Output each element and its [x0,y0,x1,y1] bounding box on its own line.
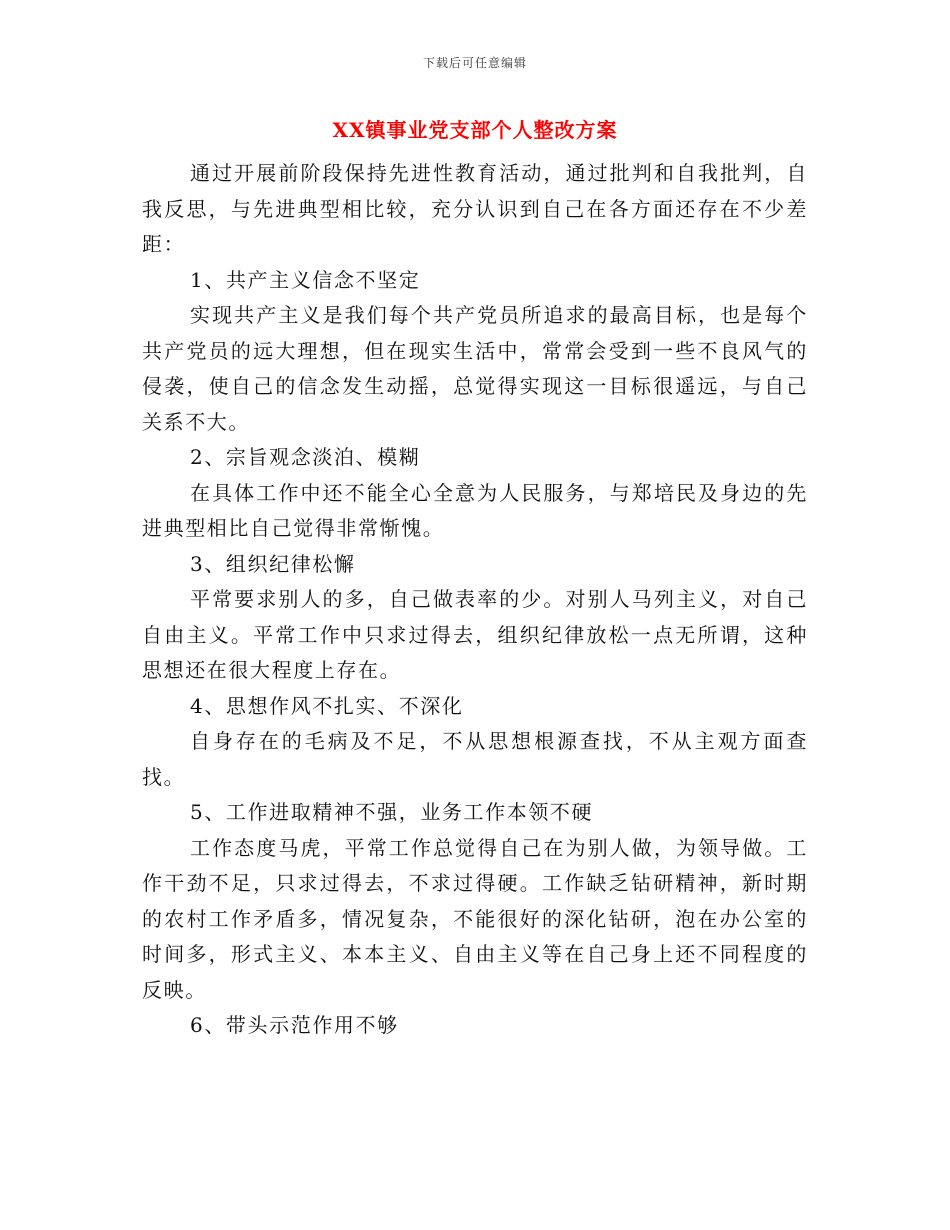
paragraph-intro: 通过开展前阶段保持先进性教育活动，通过批判和自我批判，自我反思，与先进典型相比较，充分认识到自己在各方面还存在不少差距： [142,161,808,256]
heading-5: 5、工作进取精神不强，业务工作本领不硬 [190,800,594,824]
heading-4: 4、思想作风不扎实、不深化 [190,693,464,718]
paragraph-4: 自身存在的毛病及不足，不从思想根源查找，不从主观方面查找。 [142,729,808,789]
document-title: XX镇事业党支部个人整改方案 [332,118,618,142]
heading-1: 1、共产主义信念不坚定 [190,267,421,292]
heading-6: 6、带头示范作用不够 [190,1013,399,1037]
heading-3: 3、组织纪律松懈 [190,551,356,576]
header-note: 下载后可任意编辑 [422,56,527,70]
paragraph-5: 工作态度马虎，平常工作总觉得自己在为别人做，为领导做。工作干劲不足，只求过得去，不求过得硬。工作缺乏钻研精神，新时期的农村工作矛盾多，情况复杂，不能很好的深化钻研，泡在办公室的时间多，形式主义、本本主义、自由主义等在自己身上还不同程度的反映。 [142,835,808,1002]
document-body [142,156,808,1044]
paragraph-3: 平常要求别人的多，自己做表率的少。对别人马列主义，对自己自由主义。平常工作中只求过得去，组织纪律放松一点无所谓，这种思想还在很大程度上存在。 [142,587,808,682]
paragraph-2: 在具体工作中还不能全心全意为人民服务，与郑培民及身边的先进典型相比自己觉得非常惭愧。 [142,480,808,540]
paragraph-1: 实现共产主义是我们每个共产党员所追求的最高目标，也是每个共产党员的远大理想，但在现实生活中，常常会受到一些不良风气的侵袭，使自己的信念发生动摇，总觉得实现这一目标很遥远，与自己关系不大。 [142,303,808,434]
heading-2: 2、宗旨观念淡泊、模糊 [190,445,421,469]
